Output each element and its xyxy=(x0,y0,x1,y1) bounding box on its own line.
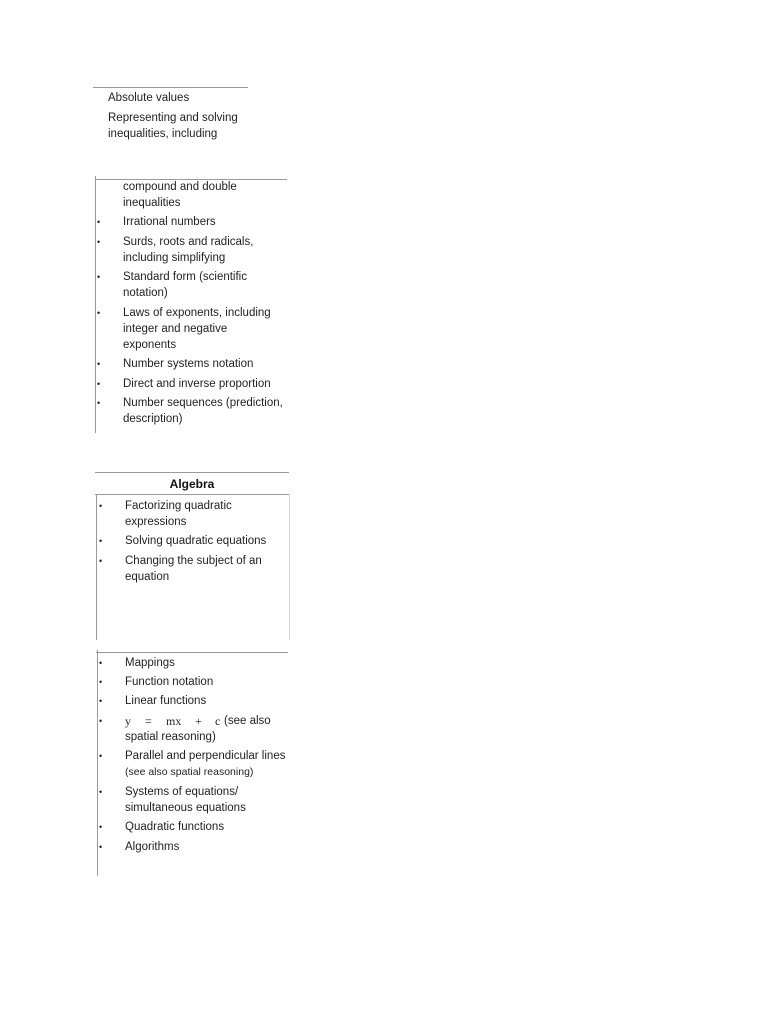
bullet: • xyxy=(99,716,103,726)
section3-right-rule xyxy=(289,494,290,640)
section3-left-rule xyxy=(96,494,97,640)
bullet: • xyxy=(97,359,101,369)
bullet: • xyxy=(97,272,101,282)
bullet: • xyxy=(99,696,103,706)
list-item: Function notation xyxy=(125,676,214,688)
absolute-values-text: Absolute values xyxy=(108,92,190,104)
representing-solving-text: Representing and solving xyxy=(108,112,238,124)
bullet: • xyxy=(97,379,101,389)
bullet: • xyxy=(99,556,103,566)
list-item-cont: notation) xyxy=(123,287,168,299)
list-item: Changing the subject of an xyxy=(125,555,262,567)
section3-heading-rule xyxy=(95,494,289,495)
bullet: • xyxy=(97,237,101,247)
list-item-cont: (see also spatial reasoning) xyxy=(125,766,254,778)
list-item: Solving quadratic equations xyxy=(125,535,267,547)
list-item: Direct and inverse proportion xyxy=(123,378,271,390)
list-item: Mappings xyxy=(125,657,175,669)
bullet: • xyxy=(97,308,101,318)
bullet: • xyxy=(97,398,101,408)
section2-left-rule xyxy=(95,176,96,433)
equation-c: c xyxy=(215,714,221,728)
equation-y: y xyxy=(125,714,131,728)
list-item-cont: including simplifying xyxy=(123,252,226,264)
list-item: Surds, roots and radicals, xyxy=(123,236,254,248)
section-heading-algebra: Algebra xyxy=(169,477,215,491)
equation-equals: = xyxy=(145,714,152,728)
list-item-cont: equation xyxy=(125,571,170,583)
bullet: • xyxy=(99,677,103,687)
bullet: • xyxy=(99,787,103,797)
list-item-cont: expressions xyxy=(125,516,187,528)
list-item: Irrational numbers xyxy=(123,216,216,228)
equation-mx: mx xyxy=(166,714,182,728)
list-item: Parallel and perpendicular lines xyxy=(125,750,286,762)
list-item: Factorizing quadratic xyxy=(125,500,232,512)
list-item: Linear functions xyxy=(125,695,207,707)
bullet: • xyxy=(99,842,103,852)
list-item: Laws of exponents, including xyxy=(123,307,271,319)
list-item: Number sequences (prediction, xyxy=(123,397,283,409)
list-item: Quadratic functions xyxy=(125,821,225,833)
list-item-cont: description) xyxy=(123,413,183,425)
bullet: • xyxy=(99,822,103,832)
section1-top-rule xyxy=(93,87,248,88)
list-item: Systems of equations/ xyxy=(125,786,239,798)
list-item-cont: simultaneous equations xyxy=(125,802,246,814)
list-item-cont: integer and negative xyxy=(123,323,228,335)
list-item: Number systems notation xyxy=(123,358,254,370)
section4-left-rule xyxy=(97,650,98,876)
continuation-line-1: compound and double xyxy=(123,181,237,193)
bullet: • xyxy=(99,751,103,761)
bullet: • xyxy=(99,501,103,511)
equation-plus: + xyxy=(195,714,202,728)
list-item-cont: exponents xyxy=(123,339,177,351)
list-item: Standard form (scientific xyxy=(123,271,247,283)
section3-top-rule xyxy=(95,472,289,473)
continuation-line-2: inequalities xyxy=(123,197,181,209)
bullet: • xyxy=(99,536,103,546)
bullet: • xyxy=(99,658,103,668)
list-item: Algorithms xyxy=(125,841,180,853)
equation-line-2: spatial reasoning) xyxy=(125,731,216,743)
equation-see-also: (see also xyxy=(224,715,271,727)
bullet: • xyxy=(97,217,101,227)
inequalities-including-text: inequalities, including xyxy=(108,128,218,140)
section4-top-rule xyxy=(96,652,288,653)
